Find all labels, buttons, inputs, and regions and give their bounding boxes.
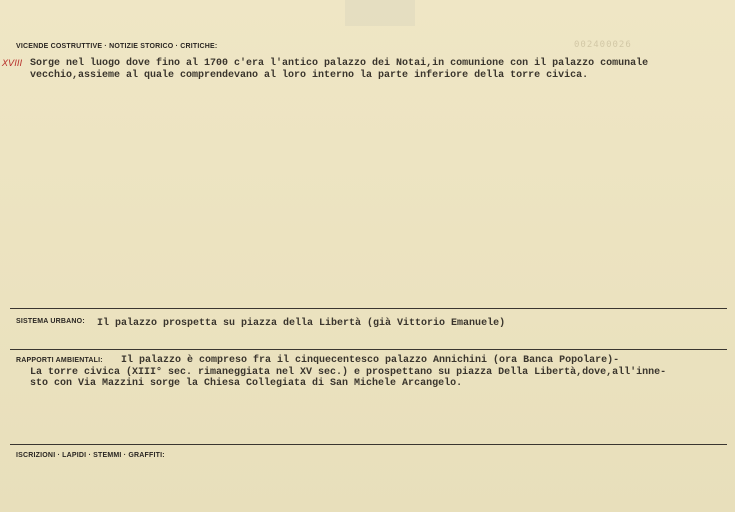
rapporti-line-2: La torre civica (XIII° sec. rimaneggiata nel XV sec.) e prospettano su piazza Della Libertà,dove,all'inne- [30,366,667,378]
divider-3 [10,444,727,445]
tape-strip [345,0,415,26]
divider-1 [10,308,727,309]
divider-2 [10,349,727,350]
iscrizioni-label: ISCRIZIONI · LAPIDI · STEMMI · GRAFFITI: [16,452,165,459]
vicende-line-1: Sorge nel luogo dove fino al 1700 c'era l'antico palazzo dei Notai,in comunione con il palazzo comunale [30,58,649,69]
rapporti-line-3: sto con Via Mazzini sorge la Chiesa Collegiata di San Michele Arcangelo. [30,378,463,389]
vicende-line-2: vecchio,assieme al quale comprendevano al loro interno la parte inferiore della torre civica. [30,69,589,81]
sistema-urbano-label: SISTEMA URBANO: [16,318,85,325]
faint-stamp-number: 002400026 [574,40,632,50]
vicende-label: VICENDE COSTRUTTIVE · NOTIZIE STORICO · CRITICHE: [16,43,218,50]
rapporti-line-1: Il palazzo è compreso fra il cinquecentesco palazzo Annichini (ora Banca Popolare)- [121,355,620,366]
rapporti-ambientali-label: RAPPORTI AMBIENTALI: [16,357,103,364]
sistema-urbano-text: Il palazzo prospetta su piazza della Libertà (già Vittorio Emanuele) [97,318,506,329]
margin-note-century: XVIII [2,59,23,69]
